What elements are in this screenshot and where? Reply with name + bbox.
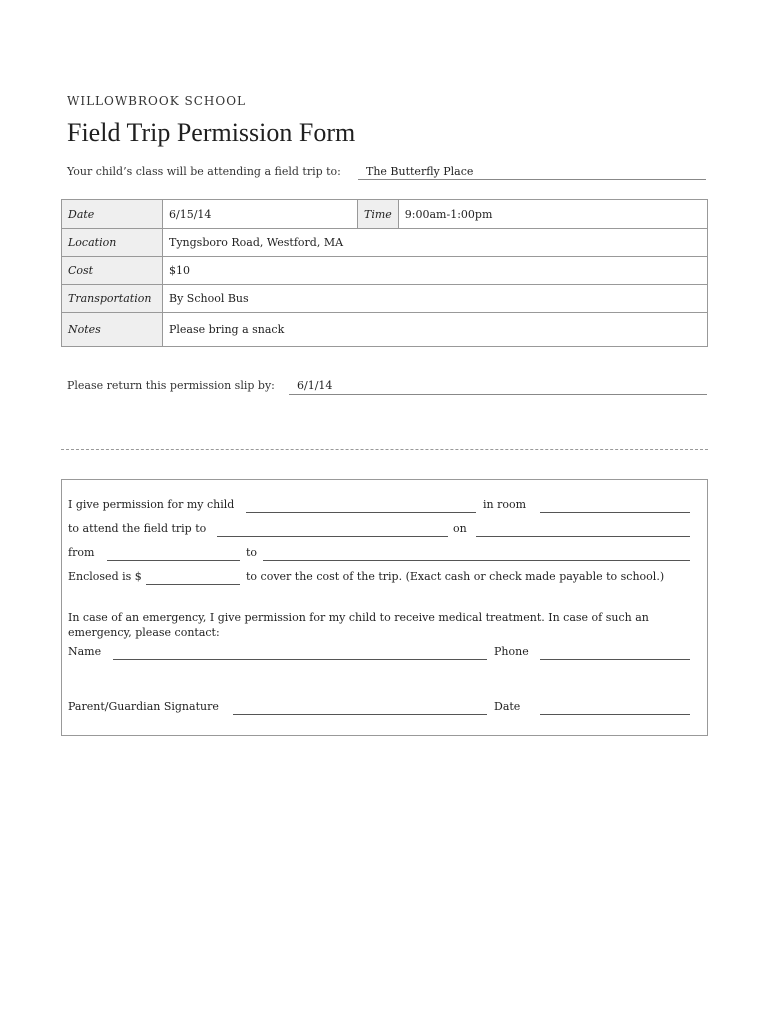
table-row [62,200,708,229]
return-date-line[interactable] [289,378,707,395]
contact-name-field[interactable] [113,659,487,660]
cover-cost-text: to cover the cost of the trip. (Exact cash or check made payable to school.) [246,570,665,583]
transportation-value: By School Bus [163,285,708,313]
phone-field[interactable] [540,659,690,660]
table-row [62,313,708,347]
on-label: on [453,522,467,535]
contact-name-label: Name [68,645,102,658]
date-label: Date [62,200,163,229]
page-title: Field Trip Permission Form [67,118,356,147]
signature-date-field[interactable] [540,714,690,715]
intro-text: Your child’s class will be attending a field trip to: [67,165,341,178]
location-label: Location [62,229,163,257]
destination-value: The Butterfly Place [366,165,474,178]
cost-value: $10 [163,257,708,285]
cut-line-divider [61,449,708,450]
emergency-text: In case of an emergency, I give permission for my child to receive medical treatment. In case of such an emergency, please contact: [68,611,649,639]
school-name: WILLOWBROOK SCHOOL [67,94,247,108]
notes-label: Notes [62,313,163,347]
in-room-label: in room [483,498,527,511]
signature-date-label: Date [494,700,521,713]
from-time-field[interactable] [107,560,240,561]
to-label: to [246,546,258,559]
trip-destination-field[interactable] [217,536,448,537]
location-value: Tyngsboro Road, Westford, MA [163,229,708,257]
amount-field[interactable] [146,584,240,585]
trip-date-field[interactable] [476,536,690,537]
from-label: from [68,546,95,559]
return-date-value: 6/1/14 [297,379,333,392]
permission-text: I give permission for my child [68,498,235,511]
signature-label: Parent/Guardian Signature [68,700,219,713]
attend-text: to attend the field trip to [68,522,207,535]
child-name-field[interactable] [246,512,476,513]
trip-details-table [61,199,708,347]
phone-label: Phone [494,645,529,658]
table-row [62,285,708,313]
return-text: Please return this permission slip by: [67,379,275,392]
time-label: Time [358,200,399,229]
to-time-field[interactable] [263,560,690,561]
transportation-label: Transportation [62,285,163,313]
signature-field[interactable] [233,714,487,715]
time-value: 9:00am-1:00pm [398,200,707,229]
permission-slip [61,479,708,736]
cost-label: Cost [62,257,163,285]
table-row [62,229,708,257]
date-value: 6/15/14 [163,200,358,229]
table-row [62,257,708,285]
notes-value: Please bring a snack [163,313,708,347]
enclosed-label: Enclosed is $ [68,570,142,583]
room-field[interactable] [540,512,690,513]
